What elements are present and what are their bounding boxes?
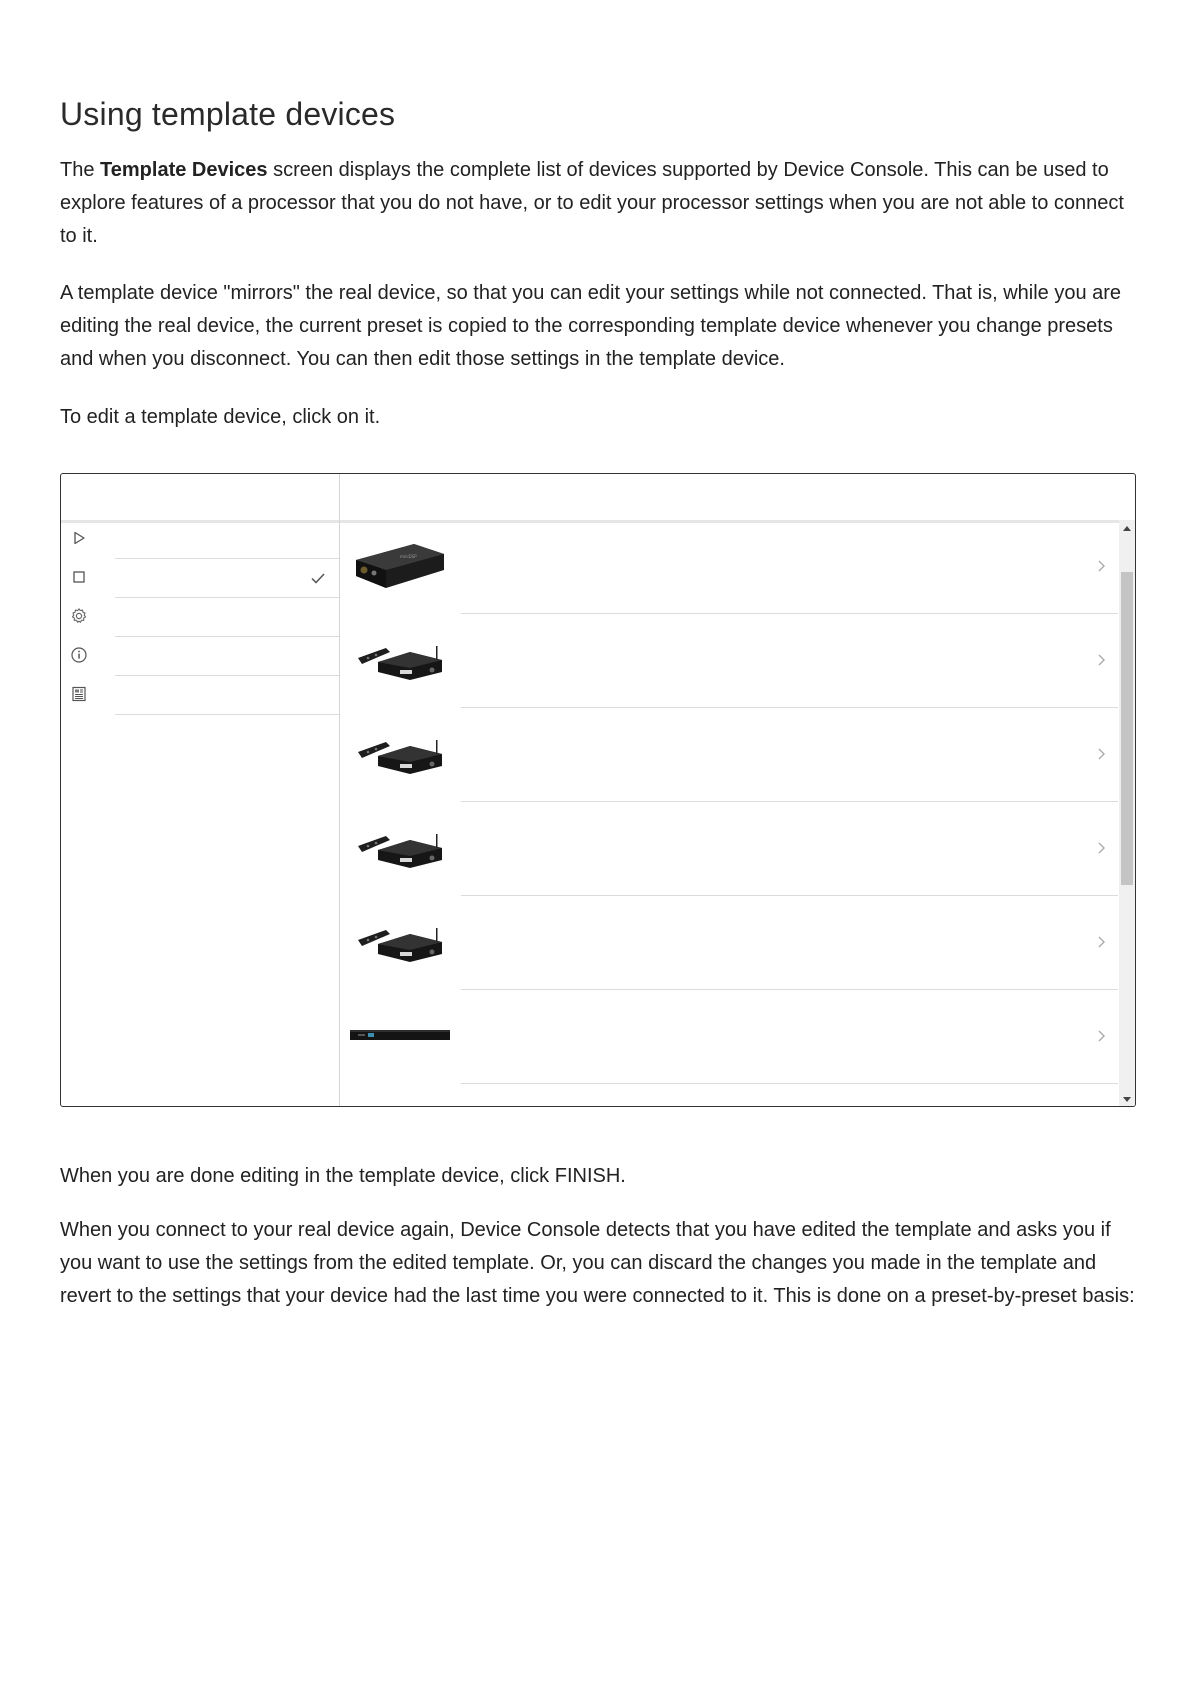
device-row[interactable] [340, 614, 1118, 708]
stop-square-icon[interactable] [69, 567, 89, 587]
document-icon[interactable] [69, 684, 89, 704]
chevron-right-icon [1096, 840, 1108, 856]
chevron-right-icon [1096, 934, 1108, 950]
intro-bold-term: Template Devices [100, 159, 268, 181]
intro-paragraph [60, 154, 1140, 253]
gear-icon[interactable] [69, 606, 89, 626]
menu-row-selected[interactable] [115, 559, 339, 598]
scroll-thumb[interactable] [1121, 572, 1133, 885]
device-row[interactable] [340, 896, 1118, 990]
scroll-up-arrow-icon[interactable] [1122, 524, 1132, 534]
scroll-down-arrow-icon[interactable] [1122, 1094, 1132, 1104]
processor-with-remote-image [350, 722, 450, 784]
device-row[interactable] [340, 520, 1118, 614]
rack-unit-image [350, 1004, 450, 1066]
processor-with-remote-image [350, 910, 450, 972]
page-title: Using template devices [60, 96, 396, 132]
menu-row[interactable] [115, 520, 339, 559]
processor-with-remote-image [350, 816, 450, 878]
menu-row[interactable] [115, 637, 339, 676]
template-devices-screenshot [60, 473, 1136, 1107]
finish-instruction: When you are done editing in the template device, click FINISH. [60, 1165, 626, 1187]
chevron-right-icon [1096, 558, 1108, 574]
device-row[interactable] [340, 802, 1118, 896]
chevron-right-icon [1096, 652, 1108, 668]
device-list-scrollbar[interactable] [1119, 520, 1135, 1106]
device-row[interactable] [340, 990, 1118, 1084]
menu-row[interactable] [115, 676, 339, 715]
mirror-paragraph: A template device "mirrors" the real device, so that you can edit your settings while not connected. That is, while you are editing the real device, the current preset is copied to the corresponding template device whenever you change presets and when you disconnect. You can then edit those settings in the template device. [60, 282, 1122, 370]
intro-text-rest: screen displays the complete list of devices supported by Device Console. This can be used to explore features of a processor that you do not have, or to edit your processor settings when you are not able to connect to it. [60, 159, 1124, 247]
intro-text-start: The [60, 159, 101, 181]
chevron-right-icon [1096, 746, 1108, 762]
menu-row[interactable] [115, 598, 339, 637]
processor-with-remote-image [350, 628, 450, 690]
device-row[interactable] [340, 708, 1118, 802]
screen-header-bar [61, 474, 1135, 523]
reconnect-paragraph: When you connect to your real device again, Device Console detects that you have edited the template and asks you if you want to use the settings from the edited template. Or, you can discard the changes you made in the template and revert to the settings that your device had the last time you were connected to it. This is done on a preset-by-preset basis: [60, 1219, 1135, 1307]
compact-processor-image [350, 534, 450, 596]
chevron-right-icon [1096, 1028, 1108, 1044]
click-instruction: To edit a template device, click on it. [60, 406, 381, 428]
row-separator [461, 1083, 1118, 1084]
play-icon[interactable] [69, 528, 89, 548]
info-icon[interactable] [69, 645, 89, 665]
svg-text:miniDSP: miniDSP [400, 554, 417, 559]
template-device-list [340, 520, 1118, 1106]
checkmark-icon [309, 569, 327, 587]
